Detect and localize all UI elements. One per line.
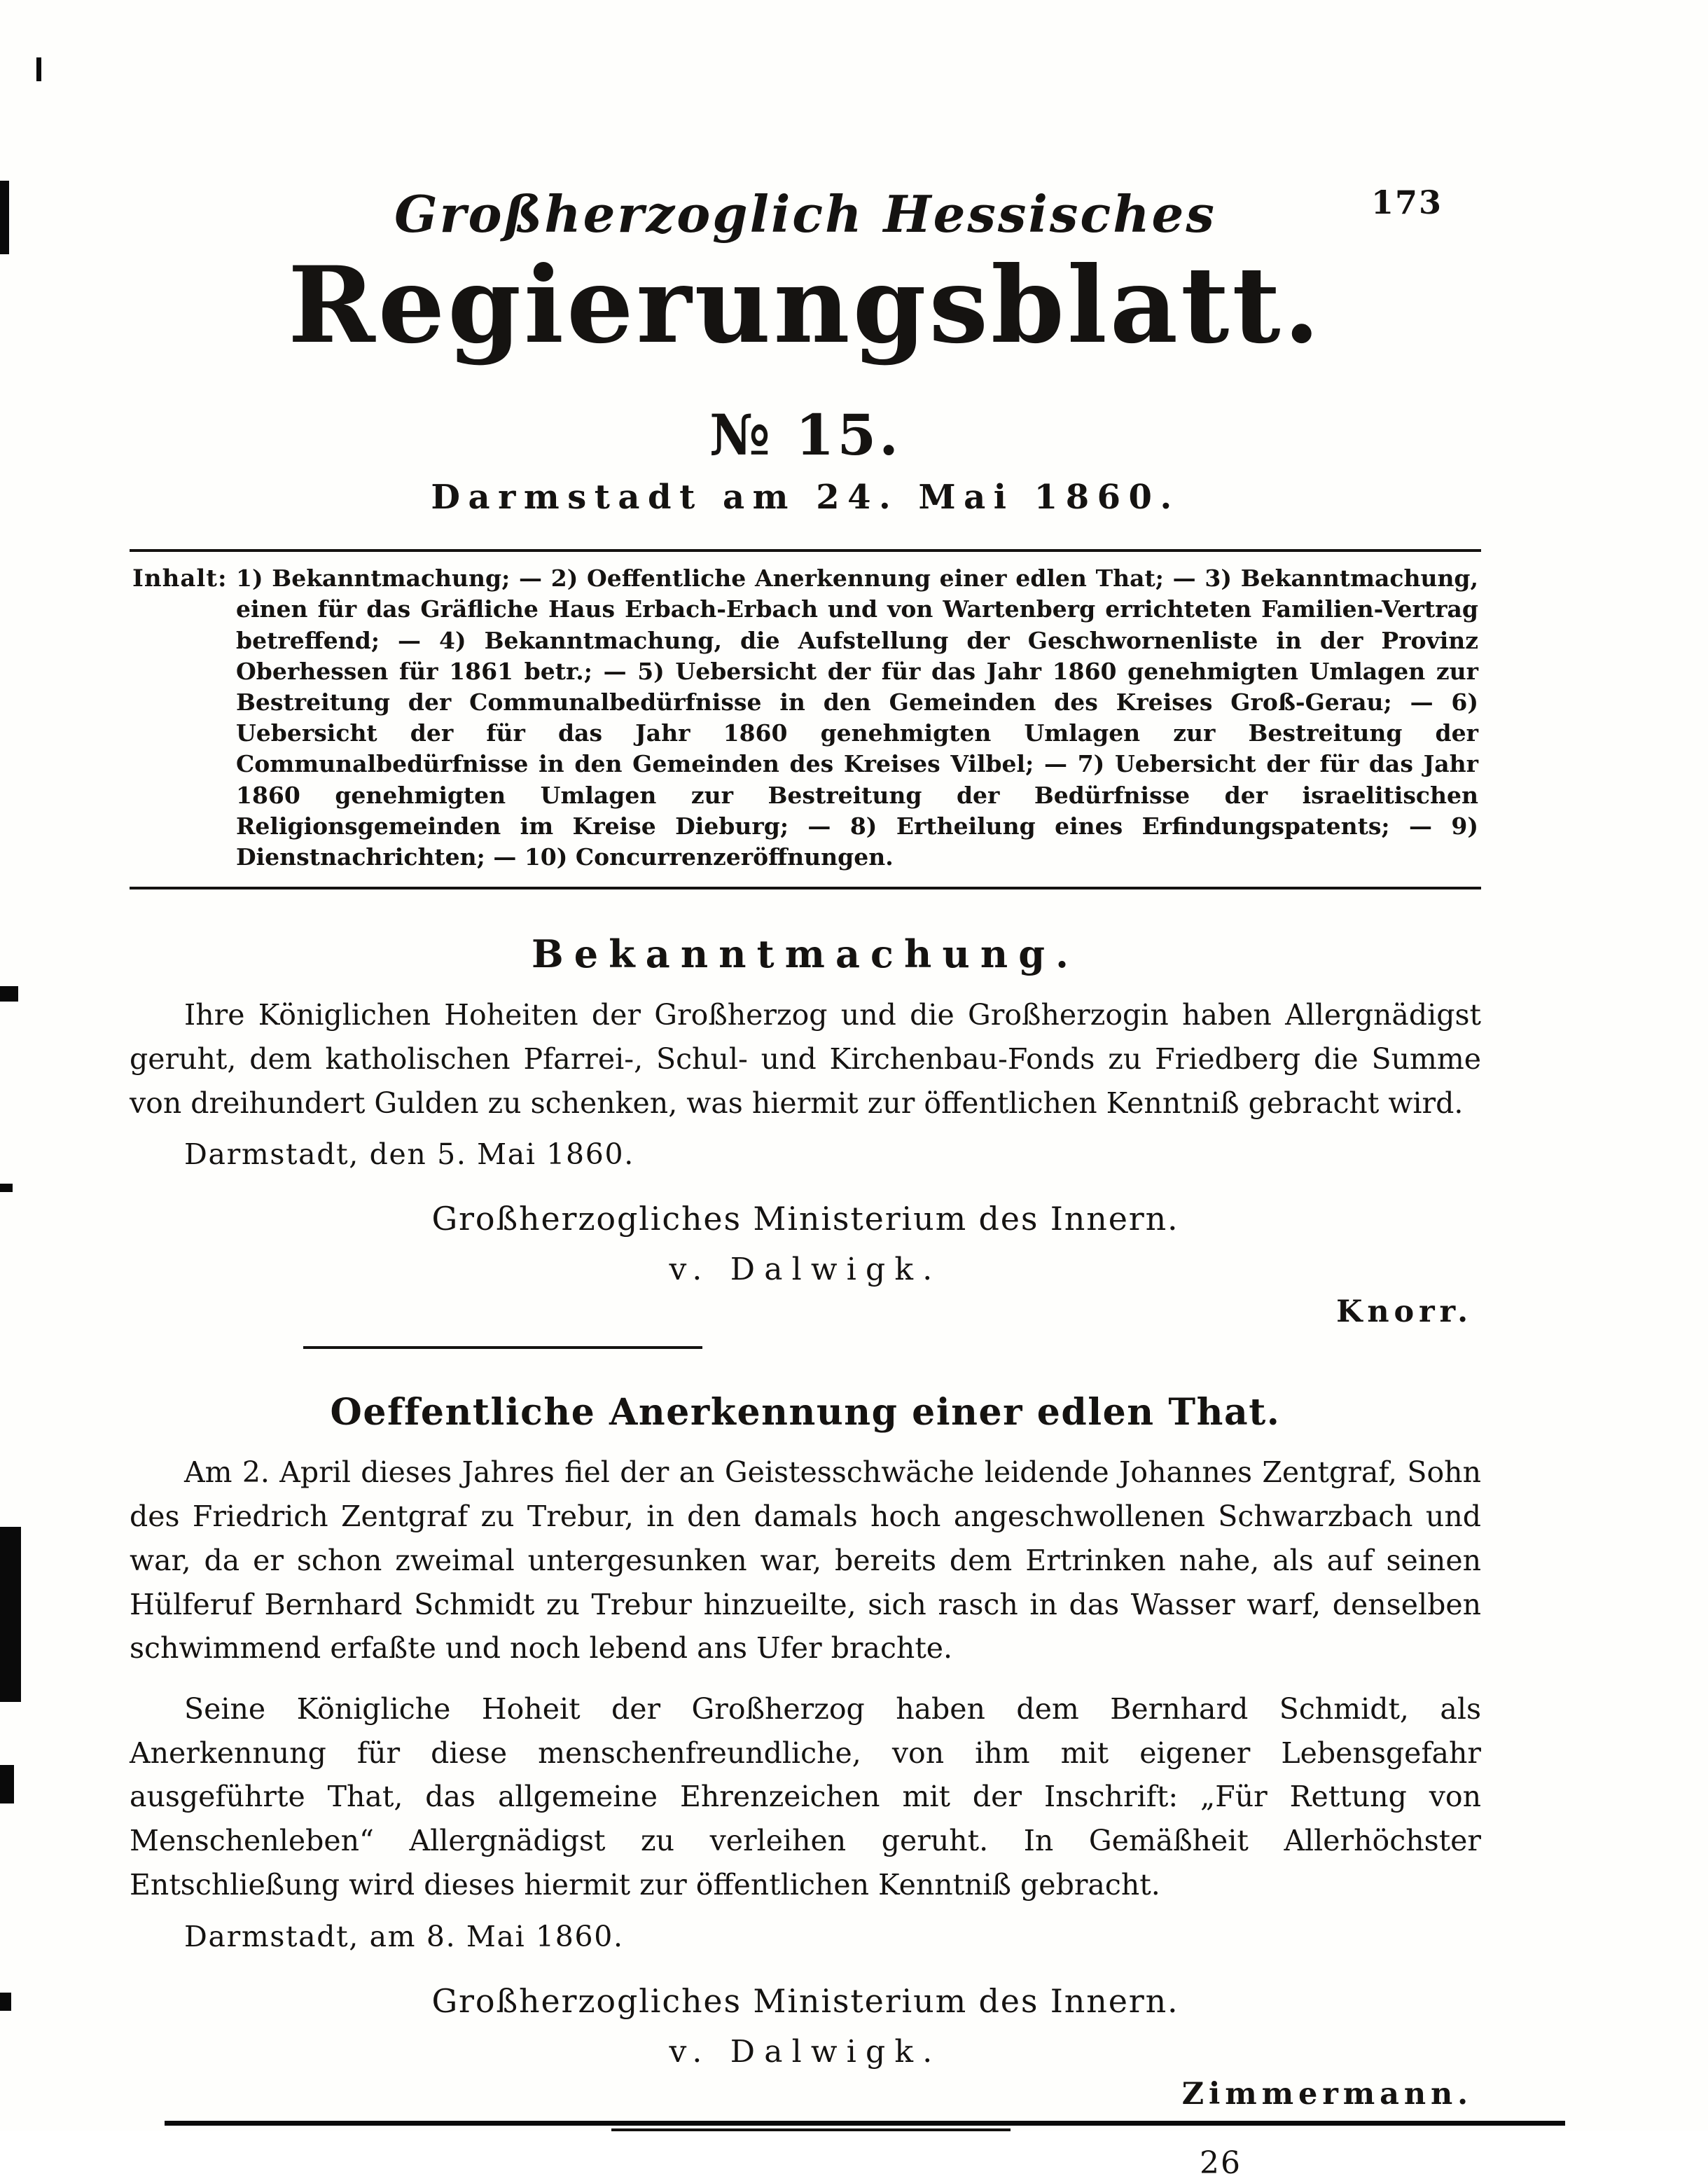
paragraph: Ihre Königlichen Hoheiten der Großherzog und die Großherzogin haben Allergnädigst geruht, dem katholischen Pfarrei-, Schul- und Kirchenbau-Fonds zu Friedberg die Summe von dreihundert Gulden zu schenken, was hiermit zur öffentlichen Kenntniß gebracht wird. (130, 998, 1481, 1120)
masthead-pretitle: Großherzoglich Hessisches (394, 184, 1216, 244)
scan-artifact (0, 181, 9, 254)
page-number: 173 (1370, 184, 1443, 221)
paragraph: Am 2. April dieses Jahres fiel der an Geistesschwäche leidende Johannes Zentgraf, Sohn des Friedrich Zentgraf zu Trebur, in den damals hoch angeschwollenen Schwarzbach und war, da er schon zweimal untergesunken war, bereits dem Ertrinken nahe, als auf seinen Hülferuf Bernhard Schmidt zu Trebur hinzueilte, sich rasch in das Wasser warf, denselben schwimmend erfaßte und noch lebend ans Ufer brachte. (130, 1455, 1481, 1666)
issue-number: № 15. (709, 402, 901, 469)
scan-artifact (0, 1765, 14, 1803)
contents-text: 1) Bekanntmachung; — 2) Oeffentliche Anerkennung einer edlen That; — 3) Bekanntmachung, einen für das Gräfliche Haus Erbach-Erbach und von Wartenberg errichteten Familien-Vertrag betreffend; — 4) Bekanntmachung, die Aufstellung der Geschwornenliste in der Provinz Oberhessen für 1861 betr.; — 5) Uebersicht der für das Jahr 1860 genehmigten Umlagen zur Bestreitung der Communalbedürfnisse in den Gemeinden des Kreises Groß-Gerau; — 6) Uebersicht der für das Jahr 1860 genehmigten Umlagen zur Bestreitung der Communalbedürfnisse in den Gemeinden des Kreises Vilbel; — 7) Uebersicht der für das Jahr 1860 genehmigten Umlagen zur Bestreitung der Bedürfnisse der israelitischen Religionsgemeinden im Kreise Dieburg; — 8) Ertheilung eines Erfindungspatents; — 9) Dienstnachrichten; — 10) Concurrenzeröffnungen. (236, 565, 1478, 871)
countersignature: Zimmermann. (1181, 2076, 1473, 2112)
page-content (130, 0, 1481, 2181)
ministry-line: Großherzogliches Ministerium des Innern. (431, 1200, 1179, 1238)
paragraph: Seine Königliche Hoheit der Großherzog haben dem Bernhard Schmidt, als Anerkennung für diese menschenfreundliche, von ihm mit eigener Lebensgefahr ausgeführte That, das allgemeine Ehrenzeichen mit der Inschrift: „Für Rettung von Menschenleben“ Allergnädigst zu verleihen geruht. In Gemäßheit Allerhöchster Entschließung wird dieses hiermit zur öffentlichen Kenntniß gebracht. (130, 1692, 1481, 1902)
section-dateline: Darmstadt, den 5. Mai 1860. (184, 1137, 634, 1172)
masthead-title: Regierungsblatt. (288, 243, 1323, 367)
section-bekanntmachung (130, 932, 1481, 1349)
scan-artifact (36, 57, 41, 81)
section-heading: Bekanntmachung. (531, 932, 1079, 977)
section-dateline: Darmstadt, am 8. Mai 1860. (184, 1919, 624, 1953)
contents-block (130, 549, 1481, 889)
scan-artifact (0, 1184, 13, 1192)
masthead (130, 0, 1481, 517)
countersignature: Knorr. (1336, 1294, 1473, 1330)
scan-artifact (0, 1527, 21, 1702)
scan-artifact (0, 986, 18, 1002)
section-separator-rule (611, 2128, 1011, 2131)
ministry-line: Großherzogliches Ministerium des Innern. (431, 1981, 1179, 2020)
section-anerkennung (130, 1391, 1481, 2180)
signature-line: v. Dalwigk. (669, 2033, 942, 2070)
sheet-number: 26 (1200, 2145, 1242, 2181)
contents-label: Inhalt: (132, 565, 228, 593)
signature-line: v. Dalwigk. (669, 1252, 942, 1288)
section-separator-rule (303, 1346, 702, 1349)
section-heading: Oeffentliche Anerkennung einer edlen That. (330, 1391, 1281, 1434)
bottom-edge-line (165, 2121, 1565, 2126)
masthead-dateline: Darmstadt am 24. Mai 1860. (431, 478, 1180, 518)
scan-artifact (0, 1993, 11, 2011)
